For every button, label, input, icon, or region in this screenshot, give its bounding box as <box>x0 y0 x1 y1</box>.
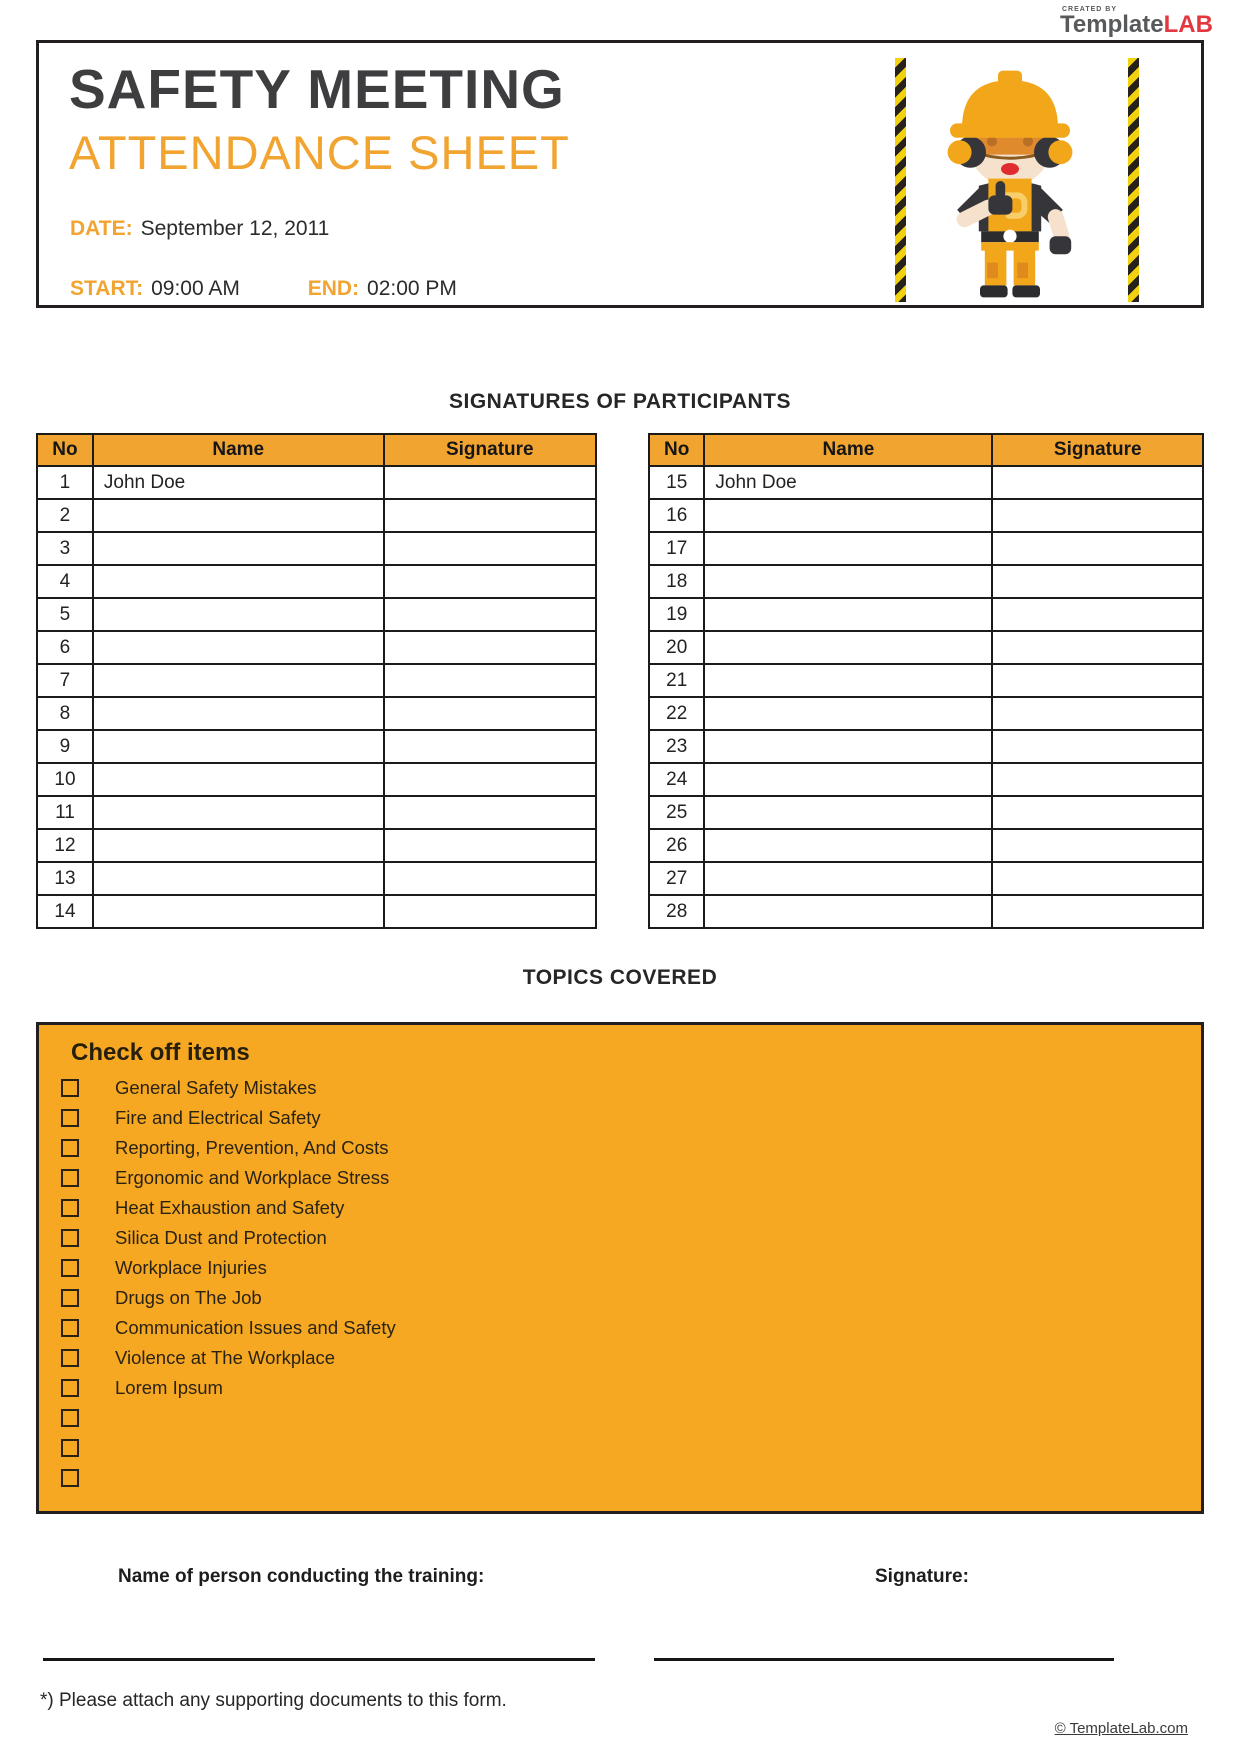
cell-no: 6 <box>37 631 93 664</box>
cell-no: 20 <box>649 631 704 664</box>
checklist-item-label: Silica Dust and Protection <box>115 1227 327 1248</box>
cell-no: 26 <box>649 829 704 862</box>
end-value[interactable]: 02:00 PM <box>367 277 457 300</box>
checkbox[interactable] <box>61 1199 79 1217</box>
checklist-item <box>61 1133 1201 1163</box>
table-row <box>37 829 596 862</box>
table-row <box>37 499 596 532</box>
construction-worker-icon <box>926 61 1094 301</box>
cell-signature[interactable] <box>992 796 1203 829</box>
start-value[interactable]: 09:00 AM <box>151 277 240 300</box>
conductor-label: Name of person conducting the training: <box>118 1566 485 1587</box>
cell-signature[interactable] <box>384 499 596 532</box>
checklist-item <box>61 1433 1201 1463</box>
table-row <box>649 763 1203 796</box>
cell-name[interactable] <box>704 730 992 763</box>
cell-name[interactable]: John Doe <box>93 466 384 499</box>
table-row <box>649 565 1203 598</box>
date-row <box>70 217 329 241</box>
logo-wordmark <box>1060 11 1213 38</box>
checklist-item-label: Heat Exhaustion and Safety <box>115 1197 345 1218</box>
checklist-item-label: Fire and Electrical Safety <box>115 1107 321 1128</box>
checkbox[interactable] <box>61 1289 79 1307</box>
table-row <box>649 862 1203 895</box>
cell-no: 23 <box>649 730 704 763</box>
table-row <box>37 763 596 796</box>
cell-no: 24 <box>649 763 704 796</box>
cell-name[interactable] <box>704 598 992 631</box>
caution-stripe-icon <box>1128 58 1139 302</box>
table-row <box>37 697 596 730</box>
checklist-item <box>61 1103 1201 1133</box>
column-header: No <box>37 434 93 466</box>
checklist-item-label: Communication Issues and Safety <box>115 1317 396 1338</box>
cell-no: 21 <box>649 664 704 697</box>
cell-name[interactable] <box>93 697 384 730</box>
cell-name[interactable] <box>704 697 992 730</box>
checklist-item-label: Ergonomic and Workplace Stress <box>115 1167 390 1188</box>
checklist-item-label: Violence at The Workplace <box>115 1347 336 1368</box>
cell-signature[interactable] <box>992 730 1203 763</box>
checkbox[interactable] <box>61 1439 79 1457</box>
cell-no: 13 <box>37 862 93 895</box>
topics-box <box>36 1022 1204 1514</box>
checkbox[interactable] <box>61 1379 79 1397</box>
table-row <box>649 532 1203 565</box>
checklist-item-label: Lorem Ipsum <box>115 1377 223 1398</box>
cell-no: 8 <box>37 697 93 730</box>
cell-name[interactable] <box>93 862 384 895</box>
table-row <box>37 565 596 598</box>
checkbox[interactable] <box>61 1169 79 1187</box>
cell-no: 27 <box>649 862 704 895</box>
header-box <box>36 40 1204 308</box>
table-row <box>649 796 1203 829</box>
cell-name[interactable] <box>93 763 384 796</box>
cell-name[interactable] <box>704 796 992 829</box>
cell-signature[interactable] <box>384 631 596 664</box>
cell-no: 10 <box>37 763 93 796</box>
cell-signature[interactable] <box>384 565 596 598</box>
table-header-row <box>649 434 1203 466</box>
checklist-item <box>61 1163 1201 1193</box>
column-header: Signature <box>384 434 596 466</box>
cell-name[interactable] <box>93 895 384 928</box>
checklist-item <box>61 1283 1201 1313</box>
column-header: No <box>649 434 704 466</box>
cell-signature[interactable] <box>384 532 596 565</box>
caution-stripe-icon <box>895 58 906 302</box>
table-row <box>649 664 1203 697</box>
cell-signature[interactable] <box>384 598 596 631</box>
cell-no: 18 <box>649 565 704 598</box>
end-label: END: <box>307 277 360 300</box>
cell-no: 9 <box>37 730 93 763</box>
cell-signature[interactable] <box>992 499 1203 532</box>
cell-signature[interactable] <box>992 466 1203 499</box>
table-header-row <box>37 434 596 466</box>
signatures-table-left <box>36 433 597 929</box>
cell-no: 16 <box>649 499 704 532</box>
cell-name[interactable] <box>93 730 384 763</box>
cell-name[interactable] <box>704 532 992 565</box>
checklist-item <box>61 1403 1201 1433</box>
cell-signature[interactable] <box>992 697 1203 730</box>
table-row <box>649 466 1203 499</box>
cell-name[interactable] <box>93 631 384 664</box>
cell-no: 28 <box>649 895 704 928</box>
checkbox[interactable] <box>61 1409 79 1427</box>
checkbox[interactable] <box>61 1079 79 1097</box>
cell-no: 7 <box>37 664 93 697</box>
table-row <box>649 631 1203 664</box>
cell-no: 15 <box>649 466 704 499</box>
cell-no: 14 <box>37 895 93 928</box>
column-header: Signature <box>992 434 1203 466</box>
time-row <box>70 277 457 301</box>
cell-name[interactable] <box>704 565 992 598</box>
cell-name[interactable] <box>93 664 384 697</box>
table-row <box>649 895 1203 928</box>
checkbox[interactable] <box>61 1259 79 1277</box>
cell-name[interactable]: John Doe <box>704 466 992 499</box>
cell-name[interactable] <box>93 796 384 829</box>
copyright-link[interactable]: © TemplateLab.com <box>1054 1720 1188 1737</box>
cell-signature[interactable] <box>384 664 596 697</box>
cell-no: 4 <box>37 565 93 598</box>
checkbox[interactable] <box>61 1319 79 1337</box>
checklist-item <box>61 1373 1201 1403</box>
checkbox[interactable] <box>61 1469 79 1487</box>
checklist-item-label: Drugs on The Job <box>115 1287 262 1308</box>
conductor-name-line[interactable] <box>43 1658 595 1661</box>
checkbox[interactable] <box>61 1229 79 1247</box>
cell-name[interactable] <box>93 565 384 598</box>
cell-no: 12 <box>37 829 93 862</box>
cell-signature[interactable] <box>384 730 596 763</box>
checklist <box>39 1073 1201 1493</box>
table-row <box>37 730 596 763</box>
logo-brand-primary: Template <box>1060 11 1164 38</box>
cell-signature[interactable] <box>992 598 1203 631</box>
cell-no: 11 <box>37 796 93 829</box>
trainer-signature-label: Signature: <box>875 1566 969 1587</box>
table-row <box>649 730 1203 763</box>
cell-signature[interactable] <box>384 697 596 730</box>
logo-brand-accent: LAB <box>1163 11 1213 38</box>
cell-name[interactable] <box>93 598 384 631</box>
cell-name[interactable] <box>93 829 384 862</box>
page-title: SAFETY MEETING <box>69 58 565 120</box>
cell-name[interactable] <box>704 631 992 664</box>
cell-signature[interactable] <box>992 862 1203 895</box>
signatures-table-right <box>648 433 1204 929</box>
cell-name[interactable] <box>704 664 992 697</box>
cell-signature[interactable] <box>384 862 596 895</box>
cell-signature[interactable] <box>384 895 596 928</box>
checklist-item <box>61 1073 1201 1103</box>
table-row <box>37 664 596 697</box>
cell-signature[interactable] <box>992 664 1203 697</box>
page-subtitle: ATTENDANCE SHEET <box>69 126 570 179</box>
checklist-item <box>61 1463 1201 1493</box>
checklist-item <box>61 1193 1201 1223</box>
date-value[interactable]: September 12, 2011 <box>140 217 330 240</box>
cell-signature[interactable] <box>992 631 1203 664</box>
checklist-item <box>61 1223 1201 1253</box>
table-row <box>37 796 596 829</box>
cell-name[interactable] <box>704 763 992 796</box>
templatelab-logo <box>1060 6 1213 38</box>
cell-signature[interactable] <box>992 829 1203 862</box>
signatures-heading: SIGNATURES OF PARTICIPANTS <box>448 390 791 413</box>
checklist-item <box>61 1253 1201 1283</box>
attachment-note: *) Please attach any supporting documents to this form. <box>40 1690 507 1711</box>
cell-no: 5 <box>37 598 93 631</box>
cell-signature[interactable] <box>384 829 596 862</box>
cell-name[interactable] <box>93 499 384 532</box>
cell-no: 1 <box>37 466 93 499</box>
table-row <box>649 598 1203 631</box>
checklist-item <box>61 1343 1201 1373</box>
table-row <box>37 466 596 499</box>
cell-signature[interactable] <box>384 466 596 499</box>
table-row <box>649 697 1203 730</box>
checkbox[interactable] <box>61 1349 79 1367</box>
cell-name[interactable] <box>704 499 992 532</box>
checklist-item-label: Reporting, Prevention, And Costs <box>115 1137 389 1158</box>
cell-name[interactable] <box>704 895 992 928</box>
cell-signature[interactable] <box>992 763 1203 796</box>
checkbox[interactable] <box>61 1139 79 1157</box>
table-row <box>649 829 1203 862</box>
cell-signature[interactable] <box>992 895 1203 928</box>
checklist-item <box>61 1313 1201 1343</box>
cell-name[interactable] <box>704 862 992 895</box>
table-row <box>37 895 596 928</box>
column-header: Name <box>704 434 992 466</box>
cell-no: 3 <box>37 532 93 565</box>
cell-signature[interactable] <box>992 532 1203 565</box>
cell-no: 2 <box>37 499 93 532</box>
cell-no: 25 <box>649 796 704 829</box>
cell-signature[interactable] <box>384 796 596 829</box>
start-label: START: <box>70 277 144 300</box>
cell-name[interactable] <box>704 829 992 862</box>
date-label: DATE: <box>70 217 133 240</box>
table-row <box>37 862 596 895</box>
checklist-title: Check off items <box>71 1039 250 1066</box>
cell-name[interactable] <box>93 532 384 565</box>
cell-no: 22 <box>649 697 704 730</box>
checklist-item-label: Workplace Injuries <box>115 1257 267 1278</box>
table-row <box>649 499 1203 532</box>
column-header: Name <box>93 434 384 466</box>
checkbox[interactable] <box>61 1109 79 1127</box>
logo-created-by: CREATED BY <box>1062 6 1117 13</box>
cell-no: 17 <box>649 532 704 565</box>
checklist-item-label: General Safety Mistakes <box>115 1077 317 1098</box>
table-row <box>37 631 596 664</box>
table-row <box>37 598 596 631</box>
table-row <box>37 532 596 565</box>
trainer-signature-line[interactable] <box>654 1658 1114 1661</box>
cell-signature[interactable] <box>992 565 1203 598</box>
topics-heading: TOPICS COVERED <box>522 966 718 989</box>
cell-no: 19 <box>649 598 704 631</box>
cell-signature[interactable] <box>384 763 596 796</box>
